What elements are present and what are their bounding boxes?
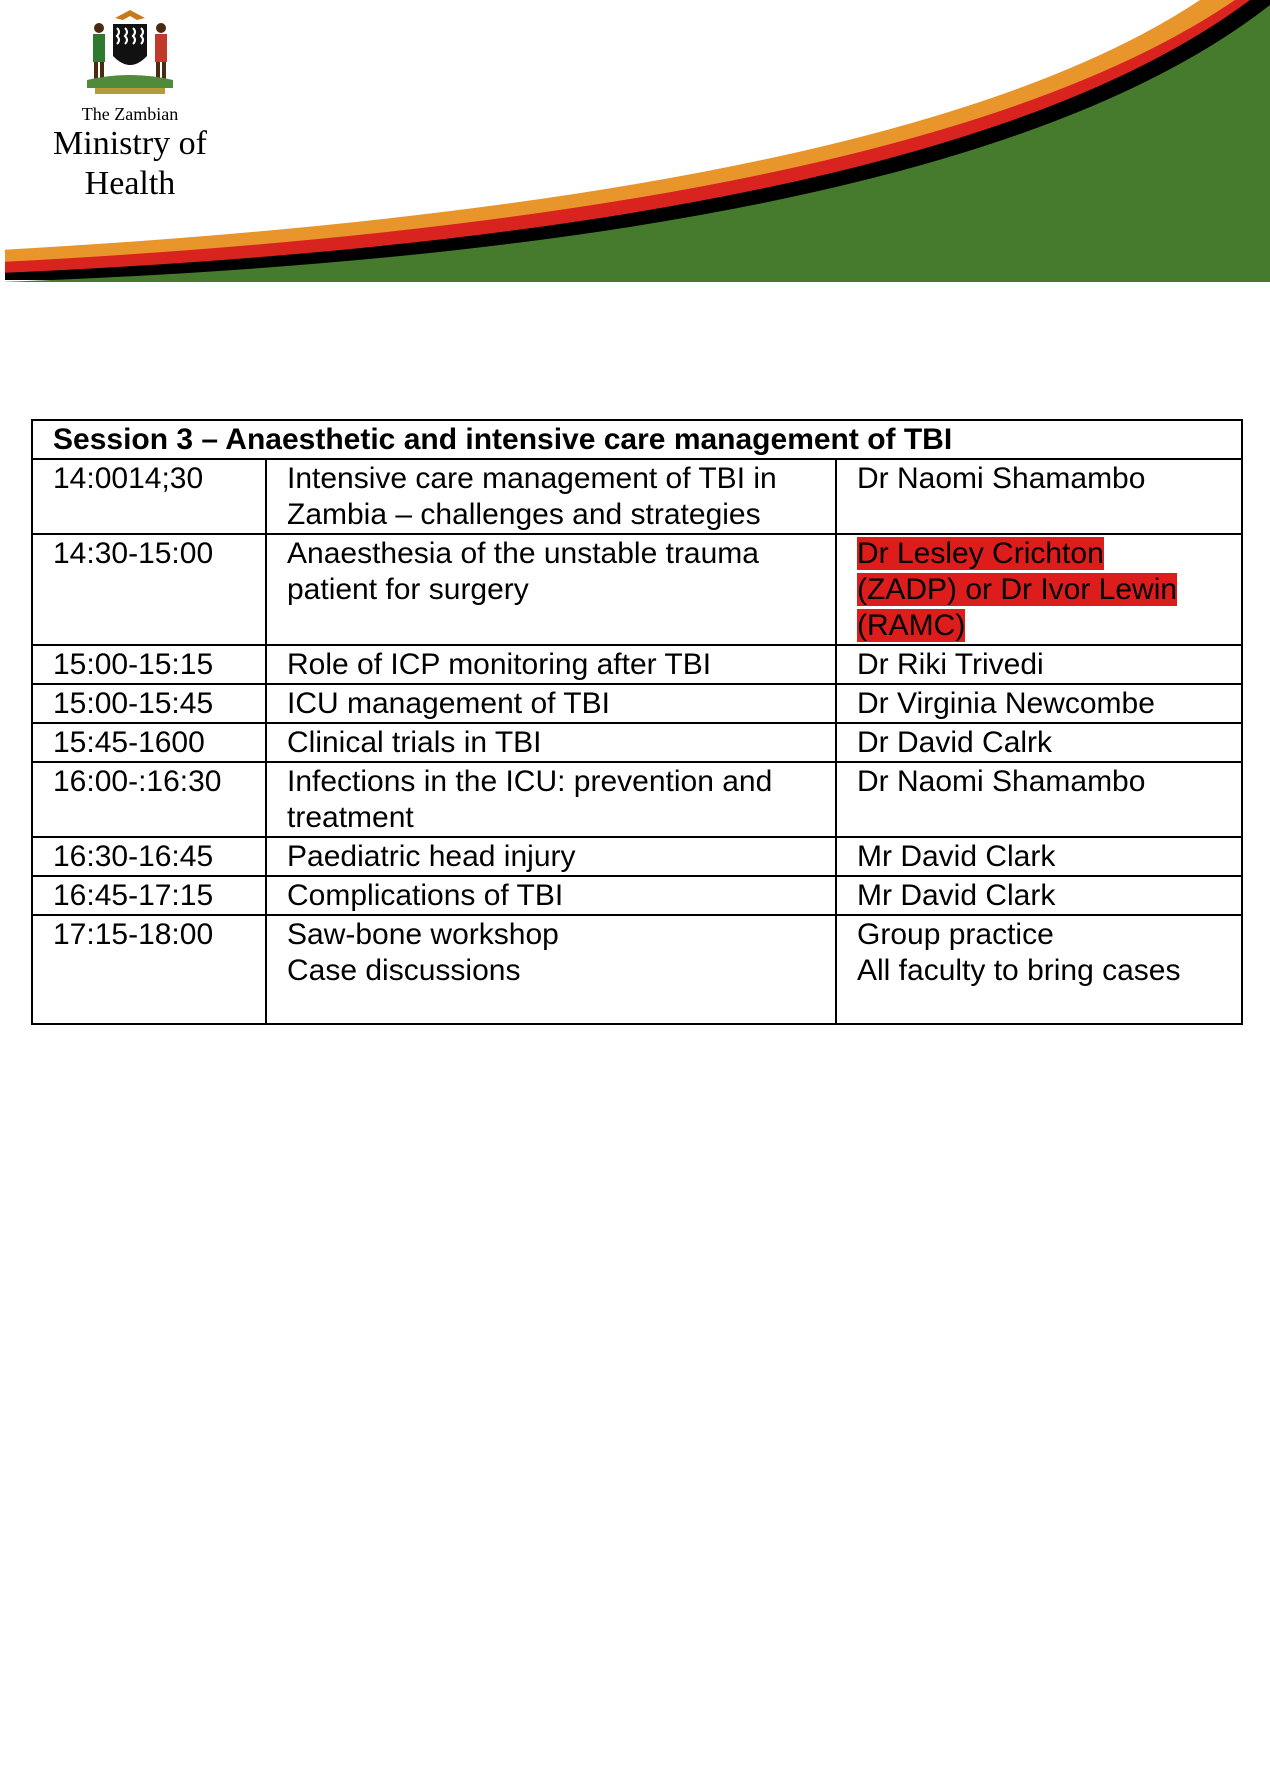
coat-of-arms-icon: [75, 8, 185, 98]
highlighted-speaker: Dr Lesley Crichton: [857, 537, 1104, 570]
time-cell: 14:0014;30: [32, 459, 266, 534]
topic-cell: ICU management of TBI: [266, 684, 836, 723]
speaker-cell: Dr Riki Trivedi: [836, 645, 1242, 684]
time-cell: 15:00-15:45: [32, 684, 266, 723]
time-cell: 15:00-15:15: [32, 645, 266, 684]
table-row: [32, 723, 1242, 762]
speaker-cell: Dr David Calrk: [836, 723, 1242, 762]
session-title: Session 3 – Anaesthetic and intensive care management of TBI: [32, 420, 1242, 459]
topic-cell: Clinical trials in TBI: [266, 723, 836, 762]
topic-cell: Anaesthesia of the unstable trauma patient for surgery: [266, 534, 836, 645]
time-cell: 16:30-16:45: [32, 837, 266, 876]
speaker-cell: Dr Naomi Shamambo: [836, 762, 1242, 837]
time-cell: 16:00-:16:30: [32, 762, 266, 837]
table-row: [32, 837, 1242, 876]
schedule-body: [32, 459, 1242, 1024]
logo-title-line2: Health: [84, 165, 176, 202]
table-row: [32, 645, 1242, 684]
table-row: [32, 876, 1242, 915]
highlighted-speaker: (RAMC): [857, 609, 966, 642]
speaker-cell: Group practice All faculty to bring cases: [836, 915, 1242, 1024]
speaker-cell: Mr David Clark: [836, 876, 1242, 915]
topic-cell: Infections in the ICU: prevention and treatment: [266, 762, 836, 837]
session-header-row: [32, 420, 1242, 459]
time-cell: 17:15-18:00: [32, 915, 266, 1024]
logo-title-line1: Ministry of: [53, 125, 207, 162]
table-row: [32, 684, 1242, 723]
speaker-cell: [836, 534, 1242, 645]
speaker-cell: Dr Virginia Newcombe: [836, 684, 1242, 723]
logo-subtitle: The Zambian: [81, 104, 179, 124]
time-cell: 16:45-17:15: [32, 876, 266, 915]
highlighted-speaker: (ZADP) or Dr Ivor Lewin: [857, 573, 1178, 606]
topic-cell: Paediatric head injury: [266, 837, 836, 876]
table-row: [32, 459, 1242, 534]
speaker-cell: Dr Naomi Shamambo: [836, 459, 1242, 534]
topic-cell: Complications of TBI: [266, 876, 836, 915]
time-cell: 15:45-1600: [32, 723, 266, 762]
time-cell: 14:30-15:00: [32, 534, 266, 645]
speaker-cell: Mr David Clark: [836, 837, 1242, 876]
table-row: [32, 762, 1242, 837]
table-row: [32, 915, 1242, 1024]
ministry-logo: [30, 8, 230, 204]
table-row: [32, 534, 1242, 645]
topic-cell: Role of ICP monitoring after TBI: [266, 645, 836, 684]
topic-cell: Saw-bone workshop Case discussions: [266, 915, 836, 1024]
session-schedule-table: [31, 419, 1243, 1025]
topic-cell: Intensive care management of TBI in Zambia – challenges and strategies: [266, 459, 836, 534]
